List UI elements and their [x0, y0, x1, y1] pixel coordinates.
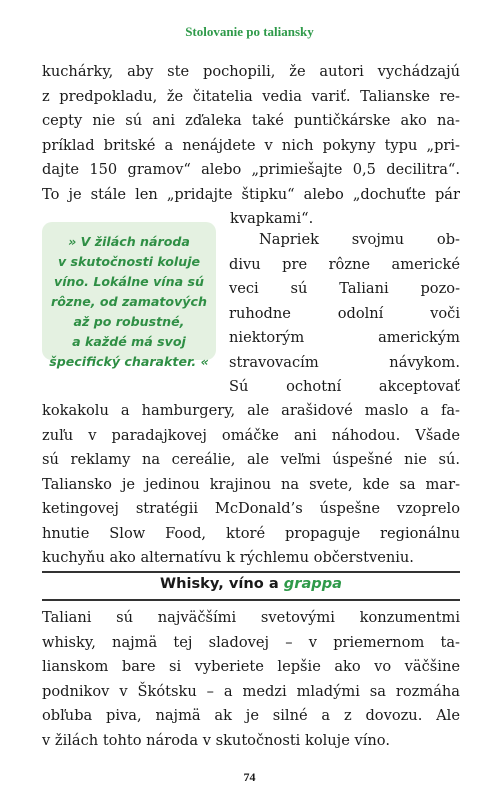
text-line: sú reklamy na cereálie, ale veľmi úspešné nie sú. — [42, 451, 460, 468]
text-line: zuľu v paradajkovej omáčke ani náhodou. Všade — [42, 426, 460, 444]
text-line: To je stále len „pridajte štipku“ alebo „dochuťte pár — [42, 185, 460, 203]
text-line: Taliansko je jedinou krajinou na svete, kde sa mar- — [42, 475, 460, 493]
text-line: ketingovej stratégii McDonald’s úspešne vzoprelo — [42, 500, 460, 517]
text-line: Napriek svojmu ob- — [259, 231, 460, 248]
section-rule-top — [42, 571, 460, 573]
text-line: Taliani sú najväčšími svetovými konzumentmi — [42, 609, 460, 626]
text-line: ruhodne odolní voči — [229, 304, 460, 322]
section-heading-accent: grappa — [283, 575, 343, 592]
text-line: stravovacím návykom. — [229, 353, 460, 371]
page-number: 74 — [243, 770, 256, 784]
text-line: hnutie Slow Food, ktoré propaguje regionálnu — [42, 524, 460, 542]
paragraph-2 — [42, 399, 460, 571]
pull-quote — [42, 222, 216, 369]
text-line: kokakolu a hamburgery, ale arašidové maslo a fa- — [42, 402, 460, 419]
pull-quote-line: špecifický charakter. « — [49, 354, 209, 369]
pull-quote-line: a každé má svoj — [72, 334, 186, 349]
text-line: dajte 150 gramov“ alebo „primiešajte 0,5 decilitra“. — [42, 161, 460, 178]
text-line: obľuba piva, najmä ak je silné a z dovozu. Ale — [42, 707, 460, 724]
text-line: niektorým americkým — [229, 329, 460, 346]
text-line: podnikov v Škótsku – a medzi mladými sa rozmáha — [42, 682, 460, 700]
section-rule-bottom — [42, 599, 460, 601]
paragraph-3 — [42, 606, 460, 753]
text-line: cepty nie sú ani zďaleka také puntičkárske ako na- — [42, 112, 460, 129]
section-heading — [42, 575, 460, 592]
pull-quote-text — [42, 232, 216, 372]
paragraph-2-beside-quote — [229, 228, 460, 400]
pull-quote-line: v skutočnosti koluje — [57, 254, 201, 269]
text-line: z predpokladu, že čitatelia vedia variť. Talianske re- — [42, 87, 460, 105]
pull-quote-line: » V žilách národa — [68, 234, 190, 249]
pull-quote-line: rôzne, od zamatových — [51, 294, 207, 309]
text-line: Sú ochotní akceptovať — [229, 378, 460, 395]
section-heading-plain: Whisky, víno a — [159, 575, 284, 592]
pull-quote-line: až po robustné, — [73, 314, 185, 329]
text-line: divu pre rôzne americké — [229, 255, 460, 273]
pull-quote-line: víno. Lokálne vína sú — [54, 274, 204, 289]
paragraph-1 — [42, 60, 460, 232]
text-line: kvapkami“. — [230, 210, 314, 227]
text-line: lianskom bare si vyberiete lepšie ako vo väčšine — [42, 658, 460, 675]
running-head: Stolovanie po taliansky — [185, 24, 314, 39]
text-line: príklad britské a nenájdete v nich pokyny typu „pri- — [42, 136, 460, 154]
text-line: v žilách tohto národa v skutočnosti koluje víno. — [42, 731, 390, 749]
text-line: veci sú Taliani pozo- — [229, 280, 460, 297]
text-line: kuchárky, aby ste pochopili, že autori vychádzajú — [42, 63, 460, 80]
text-line: whisky, najmä tej sladovej – v priemernom ta- — [42, 633, 460, 651]
text-line: kuchyňu ako alternatívu k rýchlemu občerstveniu. — [42, 549, 414, 566]
